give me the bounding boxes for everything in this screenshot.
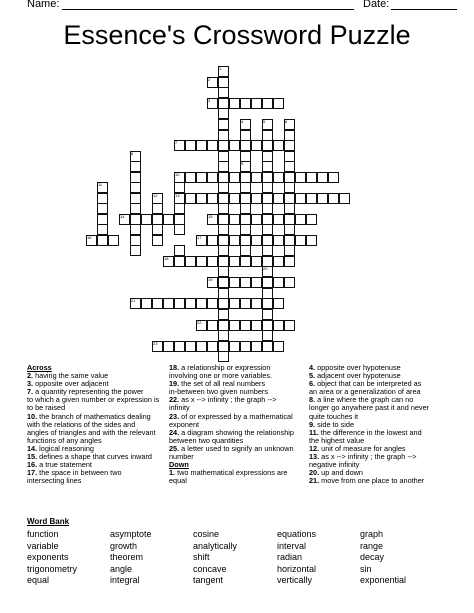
crossword-cell[interactable]	[251, 214, 262, 225]
clue-item-text: to be raised	[27, 403, 66, 413]
crossword-cell[interactable]	[273, 298, 284, 309]
crossword-cell[interactable]	[240, 182, 251, 193]
crossword-cell[interactable]	[284, 161, 295, 172]
crossword-cell[interactable]	[339, 193, 350, 204]
word-bank-item: trigonometry	[27, 563, 78, 574]
crossword-cell[interactable]	[196, 140, 207, 151]
clue-item-text: logical reasoning	[37, 443, 94, 453]
clue-item-text: equal	[169, 476, 187, 486]
crossword-cell[interactable]	[196, 193, 207, 204]
word-bank-item: sin	[360, 563, 372, 574]
crossword-cell[interactable]	[317, 193, 328, 204]
clue-number: 6	[285, 119, 288, 124]
crossword-cell[interactable]	[185, 341, 196, 352]
crossword-cell[interactable]	[240, 245, 251, 256]
crossword-cell[interactable]	[207, 172, 218, 183]
crossword-cell[interactable]	[207, 140, 218, 151]
word-bank-item: horizontal	[277, 563, 317, 574]
crossword-cell[interactable]	[273, 256, 284, 267]
crossword-cell[interactable]	[218, 182, 229, 193]
clue-section-heading: Down	[169, 460, 189, 470]
crossword-cell[interactable]	[207, 235, 218, 246]
clue-item-text: infinity	[169, 403, 190, 413]
crossword-cell[interactable]	[251, 172, 262, 183]
crossword-cell[interactable]	[130, 182, 141, 193]
crossword-cell[interactable]	[251, 98, 262, 109]
crossword-cell[interactable]	[262, 224, 273, 235]
clue-number: 20	[263, 266, 268, 271]
crossword-cell[interactable]	[306, 235, 317, 246]
crossword-cell[interactable]	[174, 341, 185, 352]
word-bank-item: tangent	[193, 575, 224, 586]
crossword-cell[interactable]	[174, 182, 185, 193]
clue-item-text: between two quantities	[169, 435, 244, 445]
crossword-cell[interactable]	[240, 277, 251, 288]
clue-item-number: 8.	[309, 395, 316, 405]
clue-number: 14	[120, 214, 125, 219]
clue-number: 5	[263, 119, 266, 124]
clue-item-text: functions of any angles	[27, 435, 102, 445]
crossword-cell[interactable]	[229, 256, 240, 267]
clue-item-text: as x --> infinity ; the graph -->	[179, 395, 277, 405]
crossword-cell[interactable]	[207, 256, 218, 267]
clue-item-number: 6.	[309, 379, 316, 389]
clue-number: 15	[208, 214, 213, 219]
crossword-cell[interactable]	[97, 224, 108, 235]
crossword-cell[interactable]	[262, 298, 273, 309]
clue-item-number: 11.	[309, 427, 319, 437]
crossword-cell[interactable]	[185, 298, 196, 309]
clue-number: 8	[131, 151, 134, 156]
word-bank-item: function	[27, 529, 59, 539]
clues-column-2	[169, 364, 307, 485]
clue-item-number: 3.	[27, 379, 34, 389]
crossword-cell[interactable]	[218, 161, 229, 172]
crossword-cell[interactable]	[273, 277, 284, 288]
crossword-cell[interactable]	[284, 224, 295, 235]
crossword-cell[interactable]	[207, 193, 218, 204]
crossword-cell[interactable]	[152, 203, 163, 214]
clue-item-text: negative infinity	[309, 460, 360, 470]
clue-number: 13	[175, 193, 180, 198]
clue-item-number: 4.	[309, 363, 316, 372]
clue-item-text: longer go anywhere past it and never	[309, 403, 430, 413]
crossword-cell[interactable]	[262, 182, 273, 193]
crossword-cell[interactable]	[273, 140, 284, 151]
clue-item-text: intersecting lines	[27, 476, 82, 486]
clue-item-text: opposite over adjacent	[33, 379, 109, 389]
clue-item-number: 10.	[27, 411, 38, 421]
crossword-cell[interactable]	[240, 341, 251, 352]
word-bank-title: Word Bank	[27, 517, 70, 526]
clue-number: 16	[87, 235, 92, 240]
word-bank-item: graph	[360, 529, 384, 539]
clue-number: 1	[219, 66, 222, 71]
crossword-cell[interactable]	[174, 203, 185, 214]
crossword-cell[interactable]	[273, 320, 284, 331]
crossword-cell[interactable]	[240, 256, 251, 267]
crossword-cell[interactable]	[262, 341, 273, 352]
crossword-cell[interactable]	[196, 298, 207, 309]
crossword-cell[interactable]	[240, 224, 251, 235]
clue-number: 12	[153, 193, 158, 198]
clue-number: 11	[98, 182, 103, 187]
crossword-cell[interactable]	[152, 224, 163, 235]
crossword-cell[interactable]	[130, 203, 141, 214]
crossword-cell[interactable]	[218, 224, 229, 235]
crossword-cell[interactable]	[273, 98, 284, 109]
word-bank-item: angle	[110, 563, 133, 574]
crossword-cell[interactable]	[196, 341, 207, 352]
crossword-cell[interactable]	[262, 203, 273, 214]
crossword-cell[interactable]	[262, 330, 273, 341]
crossword-cell[interactable]	[317, 172, 328, 183]
clue-number: 22	[197, 320, 202, 325]
crossword-cell[interactable]	[306, 214, 317, 225]
word-bank-item: integral	[110, 575, 140, 586]
crossword-cell[interactable]	[273, 193, 284, 204]
clue-item-text: side to side	[315, 419, 355, 429]
clue-item-number: 20.	[309, 468, 320, 478]
clue-item-text: opposite over hypotenuse	[315, 363, 401, 372]
crossword-cell[interactable]	[295, 193, 306, 204]
crossword-cell[interactable]	[328, 193, 339, 204]
crossword-cell[interactable]	[185, 256, 196, 267]
crossword-cell[interactable]	[174, 245, 185, 256]
crossword-cell[interactable]	[163, 298, 174, 309]
crossword-cell[interactable]	[284, 182, 295, 193]
clue-item-number: 1.	[169, 468, 176, 478]
word-bank-item: concave	[193, 563, 227, 574]
clues-column-1	[27, 364, 169, 485]
clue-item	[309, 477, 459, 485]
crossword-cell[interactable]	[218, 140, 229, 151]
clue-item-text: two mathematical expressions are	[175, 468, 288, 478]
crossword-cell[interactable]	[152, 298, 163, 309]
clue-number: 23	[153, 341, 158, 346]
crossword-cell[interactable]	[229, 298, 240, 309]
clue-item-text: the highest value	[309, 435, 365, 445]
crossword-cell[interactable]	[262, 309, 273, 320]
clue-section-heading: Across	[27, 363, 52, 372]
word-bank-item: vertically	[277, 575, 313, 586]
clue-item-number: 24.	[169, 427, 180, 437]
crossword-cell[interactable]	[218, 87, 229, 98]
clue-item-text: defines a shape that curves inward	[37, 452, 152, 462]
clue-item-number: 14.	[27, 443, 38, 453]
clue-item-number: 7.	[27, 387, 34, 397]
word-bank-item: interval	[277, 540, 307, 551]
crossword-cell[interactable]	[240, 203, 251, 214]
clue-item	[169, 477, 307, 485]
clue-item-number: 12.	[309, 443, 320, 453]
crossword-cell[interactable]	[284, 256, 295, 267]
crossword-cell[interactable]	[306, 172, 317, 183]
crossword-cell[interactable]	[262, 140, 273, 151]
crossword-cell[interactable]	[130, 245, 141, 256]
crossword-cell[interactable]	[97, 203, 108, 214]
clue-item-text: an area or a generalization of area	[309, 387, 421, 397]
crossword-cell[interactable]	[207, 298, 218, 309]
crossword-cell[interactable]	[273, 235, 284, 246]
clue-number: 17	[197, 235, 202, 240]
clue-item-number: 5.	[309, 371, 316, 381]
crossword-cell[interactable]	[108, 235, 119, 246]
clue-item-number: 25.	[169, 443, 180, 453]
crossword-cell[interactable]	[273, 172, 284, 183]
clue-item-text: the branch of mathematics dealing	[37, 411, 151, 421]
clue-item-number: 18.	[169, 363, 180, 372]
crossword-cell[interactable]	[251, 256, 262, 267]
crossword-cell[interactable]	[174, 298, 185, 309]
crossword-cell[interactable]	[218, 245, 229, 256]
word-bank-item: asymptote	[110, 529, 152, 539]
crossword-cell[interactable]	[229, 341, 240, 352]
name-label: Name:	[27, 0, 60, 10]
crossword-cell[interactable]	[196, 172, 207, 183]
crossword-cell[interactable]	[185, 172, 196, 183]
word-bank-item: growth	[110, 540, 138, 551]
word-bank	[27, 529, 457, 587]
crossword-cell[interactable]	[218, 266, 229, 277]
crossword-cell[interactable]	[229, 140, 240, 151]
clue-item-number: 19.	[169, 379, 180, 389]
crossword-cell[interactable]	[251, 277, 262, 288]
word-bank-item: equal	[27, 575, 50, 586]
clue-number: 2	[208, 77, 211, 82]
clue-item	[169, 469, 307, 477]
crossword-cell[interactable]	[295, 214, 306, 225]
crossword-cell[interactable]	[284, 320, 295, 331]
crossword-cell[interactable]	[251, 320, 262, 331]
clue-number: 3	[208, 98, 211, 103]
clue-item-text: the difference in the lowest and	[318, 427, 422, 437]
clue-item-text: to which a given number or expression is	[27, 395, 160, 405]
crossword-cell[interactable]	[295, 172, 306, 183]
crossword-cell[interactable]	[152, 235, 163, 246]
crossword-cell[interactable]	[262, 161, 273, 172]
crossword-cell[interactable]	[229, 98, 240, 109]
clue-number: 21	[131, 298, 136, 303]
crossword-cell[interactable]	[240, 98, 251, 109]
word-bank-item: equations	[277, 529, 317, 539]
crossword-cell[interactable]	[130, 161, 141, 172]
crossword-cell[interactable]	[218, 351, 229, 362]
crossword-cell[interactable]	[262, 277, 273, 288]
clue-item-number: 21.	[309, 476, 320, 486]
crossword-cell[interactable]	[207, 320, 218, 331]
word-bank-item: variable	[27, 540, 59, 551]
crossword-cell[interactable]	[251, 298, 262, 309]
crossword-cell[interactable]	[218, 119, 229, 130]
crossword-cell[interactable]	[229, 235, 240, 246]
word-bank-item: exponents	[27, 552, 69, 563]
clue-number: 7	[175, 140, 178, 145]
crossword-cell[interactable]	[229, 320, 240, 331]
clue-number: 19	[208, 277, 213, 282]
crossword-cell[interactable]	[229, 172, 240, 183]
crossword-cell[interactable]	[262, 245, 273, 256]
crossword-cell[interactable]	[273, 214, 284, 225]
clue-item-text: quite touches it	[309, 411, 359, 421]
clue-number: 10	[175, 172, 180, 177]
crossword-cell[interactable]	[262, 98, 273, 109]
crossword-cell[interactable]	[251, 140, 262, 151]
clue-item-text: involving one or more variables.	[169, 371, 273, 381]
clue-item-text: a true statement	[37, 460, 92, 470]
crossword-cell[interactable]	[218, 330, 229, 341]
word-bank-item: decay	[360, 552, 385, 563]
crossword-cell[interactable]	[174, 224, 185, 235]
word-bank-item: cosine	[193, 529, 220, 539]
clue-item-text: angles of triangles and with the relevant	[27, 427, 156, 437]
word-bank-item: radian	[277, 552, 303, 563]
page-title: Essence's Crossword Puzzle	[63, 20, 411, 50]
clue-item-text: move from one place to another	[319, 476, 425, 486]
clue-item-text: having the same value	[33, 371, 109, 381]
crossword-cell[interactable]	[284, 140, 295, 151]
clue-number: 4	[241, 119, 244, 124]
crossword-cell[interactable]	[174, 256, 185, 267]
clue-item-text: the set of all real numbers	[179, 379, 266, 389]
crossword-cell[interactable]	[141, 298, 152, 309]
clue-item-number: 2.	[27, 371, 34, 381]
clue-item-text: a diagram showing the relationship	[179, 427, 294, 437]
clue-item-text: of or expressed by a mathematical	[179, 411, 293, 421]
crossword-cell[interactable]	[207, 341, 218, 352]
clue-item-text: exponent	[169, 419, 200, 429]
crossword-cell[interactable]	[273, 341, 284, 352]
crossword-cell[interactable]	[218, 203, 229, 214]
crossword-cell[interactable]	[306, 193, 317, 204]
clue-item	[27, 477, 169, 485]
crossword-cell[interactable]	[251, 193, 262, 204]
word-bank-item: theorem	[110, 552, 144, 563]
clue-item-text: with the relations of the sides and	[27, 419, 136, 429]
crossword-cell[interactable]	[284, 203, 295, 214]
crossword-cell[interactable]	[251, 235, 262, 246]
clue-item-text: up and down	[319, 468, 363, 478]
crossword-cell[interactable]	[185, 193, 196, 204]
word-bank-item: range	[360, 540, 384, 551]
clue-item-number: 17.	[27, 468, 38, 478]
crossword-cell[interactable]	[130, 224, 141, 235]
crossword-cell[interactable]	[218, 277, 229, 288]
crossword-cell[interactable]	[218, 298, 229, 309]
crossword-cell[interactable]	[284, 245, 295, 256]
word-bank-item: analytically	[193, 540, 238, 551]
clue-item	[169, 453, 307, 461]
clue-item-text: a relationship or expression	[179, 363, 271, 372]
crossword-cell[interactable]	[251, 341, 262, 352]
crossword-cell[interactable]	[97, 235, 108, 246]
clue-number: 18	[164, 256, 169, 261]
clue-item-text: adjacent over hypotenuse	[315, 371, 401, 381]
word-bank-item: shift	[193, 552, 210, 563]
crossword-cell[interactable]	[295, 235, 306, 246]
clue-item-number: 23.	[169, 411, 180, 421]
clue-item-text: in-between two given numbers	[169, 387, 268, 397]
clue-item-number: 9.	[309, 419, 316, 429]
crossword-cell[interactable]	[218, 309, 229, 320]
date-label: Date:	[363, 0, 390, 10]
crossword-cell[interactable]	[163, 214, 174, 225]
word-bank-item: exponential	[360, 575, 407, 586]
clue-item-text: a quantity representing the power	[33, 387, 144, 397]
clue-item-number: 22.	[169, 395, 180, 405]
clue-item-text: as x --> infinity ; the graph -->	[319, 452, 417, 462]
crossword-cell[interactable]	[240, 298, 251, 309]
crossword-cell[interactable]	[196, 256, 207, 267]
clue-item-number: 13.	[309, 452, 320, 462]
crossword-cell[interactable]	[229, 277, 240, 288]
clue-item-number: 16.	[27, 460, 38, 470]
clues-column-3	[309, 364, 459, 485]
crossword-cell[interactable]	[141, 214, 152, 225]
clue-item-text: number	[169, 452, 194, 462]
crossword-cell[interactable]	[240, 140, 251, 151]
crossword-cell[interactable]	[240, 320, 251, 331]
crossword-cell[interactable]	[229, 214, 240, 225]
crossword-cell[interactable]	[328, 172, 339, 183]
crossword-cell[interactable]	[185, 140, 196, 151]
clue-item-text: object that can be interpreted as	[315, 379, 422, 389]
clue-number: 9	[241, 161, 244, 166]
clue-item-text: a letter used to signify an unknown	[179, 443, 294, 453]
crossword-cell[interactable]	[163, 341, 174, 352]
clue-item-number: 15.	[27, 452, 38, 462]
crossword-cell[interactable]	[218, 108, 229, 119]
clue-item-text: unit of measure for angles	[319, 443, 406, 453]
crossword-cell[interactable]	[284, 277, 295, 288]
clue-item-text: a line where the graph can no	[315, 395, 414, 405]
crossword-cell[interactable]	[229, 193, 240, 204]
clue-item-text: the space in between two	[37, 468, 122, 478]
